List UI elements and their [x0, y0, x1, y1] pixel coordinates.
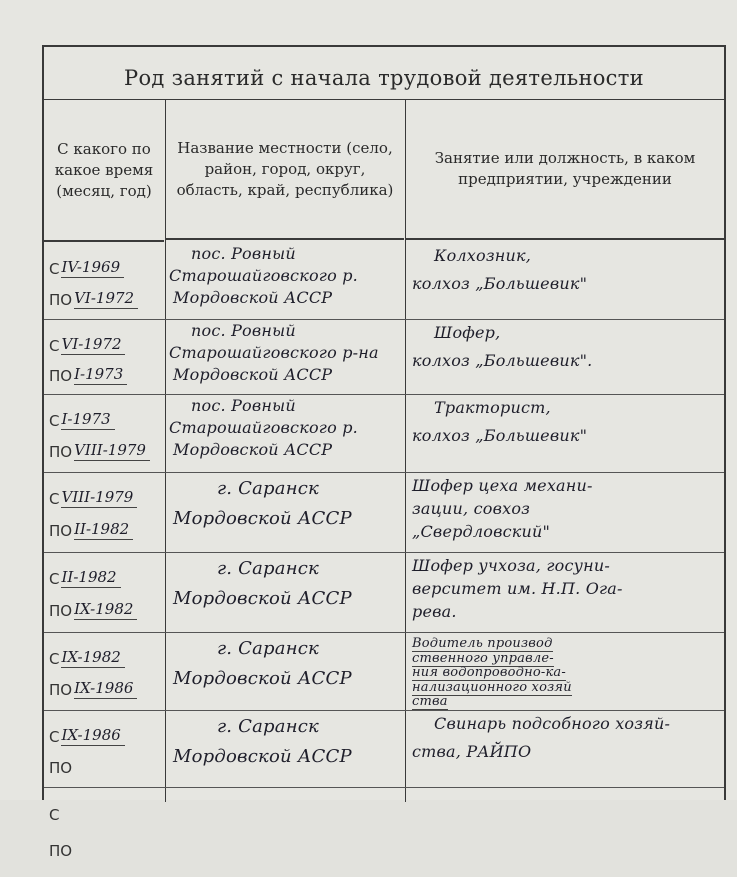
date-to-line — [44, 431, 162, 461]
date-to-value — [74, 776, 78, 777]
to-prefix: ПО — [49, 602, 73, 620]
date-to-value: VIII-1979 — [74, 442, 150, 461]
job-line: ния водопроводно-ка- — [412, 665, 566, 680]
date-to-line — [44, 279, 162, 309]
job-line: „Свердловский" — [412, 522, 551, 541]
from-prefix: С — [49, 806, 60, 824]
place-cell — [169, 632, 401, 710]
date-to-line — [44, 747, 162, 777]
date-from-line — [44, 478, 162, 508]
column-divider — [405, 100, 406, 802]
place-line: Мордовской АССР — [173, 508, 352, 529]
date-from-line — [44, 716, 162, 746]
to-prefix: ПО — [49, 522, 73, 540]
to-prefix: ПО — [49, 291, 73, 309]
place-line: Старошайговского р. — [169, 266, 358, 285]
from-prefix: С — [49, 570, 60, 588]
date-range-cell — [44, 552, 164, 632]
to-prefix: ПО — [49, 443, 73, 461]
date-to-value: II-1982 — [74, 521, 133, 540]
job-line: ства, РАЙПО — [412, 742, 532, 761]
job-cell — [408, 319, 724, 394]
job-line: колхоз „Большевик" — [412, 274, 588, 293]
date-to-value: IX-1986 — [74, 680, 137, 699]
job-line: Колхозник, — [434, 246, 532, 265]
date-to-line — [44, 830, 162, 860]
header-place: Название местности (село, район, город, округ, область, край, республика) — [166, 100, 404, 240]
place-cell — [169, 472, 401, 552]
date-from-line — [44, 638, 162, 668]
place-line: г. Саранск — [217, 478, 319, 499]
place-line: Мордовской АССР — [173, 588, 352, 609]
date-from-value: IX-1982 — [61, 649, 124, 668]
job-line: Свинарь подсобного хозяй- — [434, 714, 671, 733]
date-from-value: I-1973 — [61, 411, 114, 430]
date-range-cell — [44, 710, 164, 787]
date-from-value: IX-1986 — [61, 727, 124, 746]
date-from-line — [44, 794, 162, 824]
job-cell — [408, 710, 724, 787]
table-title: Род занятий с начала трудовой деятельности — [44, 57, 724, 100]
job-line: Тракторист, — [434, 398, 551, 417]
place-line: пос. Ровный — [191, 244, 296, 263]
to-prefix: ПО — [49, 681, 73, 699]
place-line: пос. Ровный — [191, 396, 296, 415]
place-line: Мордовской АССР — [173, 288, 333, 307]
date-from-line — [44, 400, 162, 430]
place-line: г. Саранск — [217, 716, 319, 737]
job-cell — [408, 472, 724, 552]
date-from-line — [44, 558, 162, 588]
date-range-cell — [44, 394, 164, 472]
place-cell — [169, 710, 401, 787]
job-cell — [408, 787, 724, 877]
to-prefix: ПО — [49, 759, 73, 777]
date-to-line — [44, 669, 162, 699]
from-prefix: С — [49, 412, 60, 430]
date-from-value: VI-1972 — [61, 336, 125, 355]
date-to-value: I-1973 — [74, 366, 127, 385]
job-line: нализационного хозяй — [412, 679, 572, 695]
date-to-line — [44, 355, 162, 385]
job-line: Шофер, — [434, 323, 501, 342]
column-divider — [165, 100, 166, 802]
job-line: Шофер цеха механи- — [412, 476, 593, 495]
date-from-value — [61, 823, 65, 824]
date-range-cell — [44, 319, 164, 394]
date-to-value: VI-1972 — [74, 290, 138, 309]
employment-table — [42, 45, 726, 860]
job-line: зации, совхоз — [412, 499, 531, 518]
header-job: Занятие или должность, в каком предприятии, учреждении — [406, 100, 724, 240]
job-cell — [408, 394, 724, 472]
to-prefix: ПО — [49, 367, 73, 385]
date-to-value: IX-1982 — [74, 601, 137, 620]
date-range-cell — [44, 787, 164, 877]
place-line: Мордовской АССР — [173, 440, 333, 459]
place-line: пос. Ровный — [191, 321, 296, 340]
place-cell — [169, 394, 401, 472]
from-prefix: С — [49, 728, 60, 746]
job-line: Шофер учхоза, госуни- — [412, 556, 610, 575]
job-line: колхоз „Большевик" — [412, 426, 588, 445]
place-line: г. Саранск — [217, 638, 319, 659]
from-prefix: С — [49, 490, 60, 508]
date-to-line — [44, 510, 162, 540]
date-range-cell — [44, 472, 164, 552]
place-line: Мордовской АССР — [173, 365, 333, 384]
job-cell — [408, 242, 724, 319]
job-line: ства — [412, 694, 448, 709]
job-cell — [408, 552, 724, 632]
from-prefix: С — [49, 260, 60, 278]
date-from-value: IV-1969 — [61, 259, 124, 278]
job-line: верситет им. Н.П. Ога- — [412, 579, 623, 598]
place-cell — [169, 787, 401, 877]
header-dates: С какого по какое время (месяц, год) — [44, 100, 164, 242]
date-to-line — [44, 590, 162, 620]
date-from-line — [44, 248, 162, 278]
place-cell — [169, 552, 401, 632]
date-from-value: II-1982 — [61, 569, 120, 588]
date-from-line — [44, 325, 162, 355]
date-to-value — [74, 859, 78, 860]
date-from-value: VIII-1979 — [61, 489, 137, 508]
place-line: Мордовской АССР — [173, 746, 352, 767]
place-cell — [169, 319, 401, 394]
place-line: Старошайговского р-на — [169, 343, 379, 362]
place-cell — [169, 242, 401, 319]
job-line: колхоз „Большевик". — [412, 351, 593, 370]
job-line: Водитель производ — [412, 636, 553, 651]
place-line: г. Саранск — [217, 558, 319, 579]
place-line: Старошайговского р. — [169, 418, 358, 437]
job-cell — [408, 632, 724, 710]
date-range-cell — [44, 242, 164, 319]
date-range-cell — [44, 632, 164, 710]
job-line: рева. — [412, 602, 457, 621]
job-line: ственного управле- — [412, 650, 554, 666]
to-prefix: ПО — [49, 842, 73, 860]
from-prefix: С — [49, 337, 60, 355]
from-prefix: С — [49, 650, 60, 668]
place-line: Мордовской АССР — [173, 668, 352, 689]
